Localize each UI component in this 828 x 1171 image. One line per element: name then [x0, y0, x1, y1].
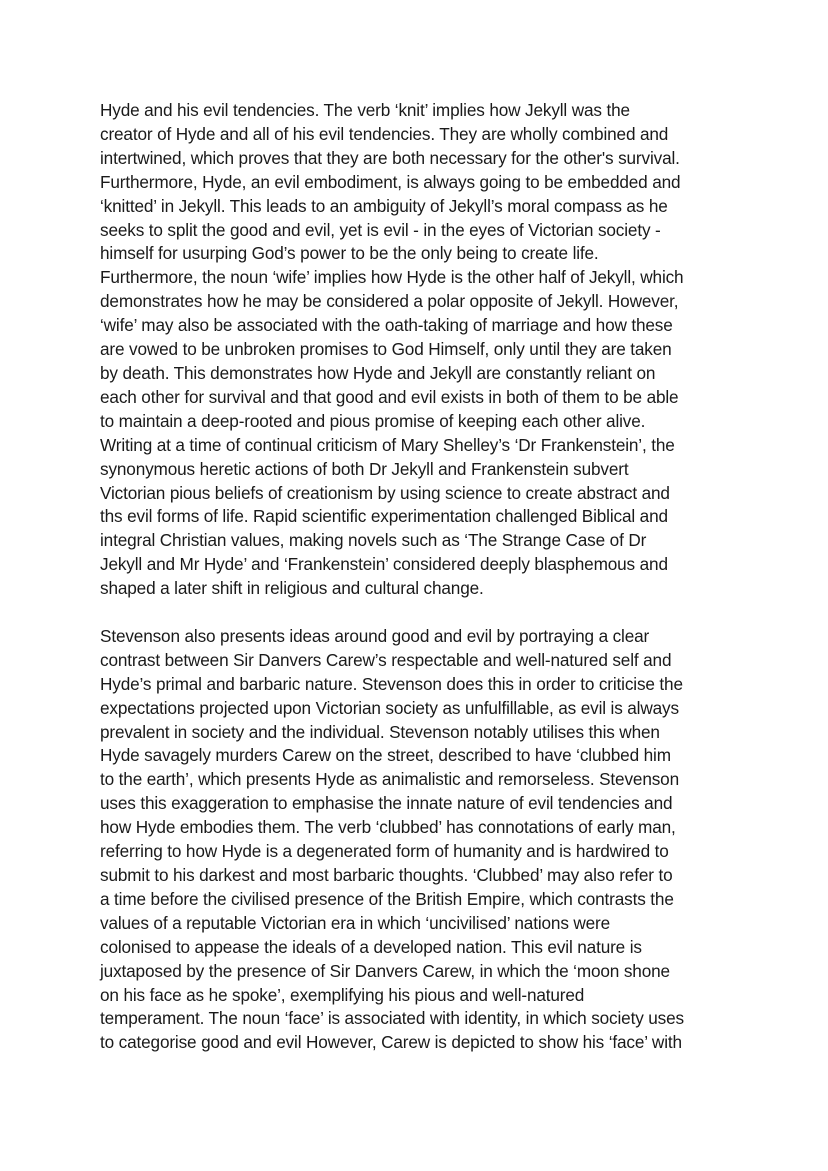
paragraph-1: [100, 99, 740, 601]
text-line: himself for usurping God’s power to be the only being to create life.: [100, 243, 599, 264]
text-line: Victorian pious beliefs of creationism by using science to create abstract and: [100, 482, 670, 503]
text-line: uses this exaggeration to emphasise the innate nature of evil tendencies and: [100, 793, 673, 814]
text-line: colonised to appease the ideals of a developed nation. This evil nature is: [100, 936, 642, 957]
text-line: a time before the civilised presence of the British Empire, which contrasts the: [100, 888, 674, 909]
text-line: submit to his darkest and most barbaric thoughts. ‘Clubbed’ may also refer to: [100, 864, 673, 885]
text-line: ‘knitted’ in Jekyll. This leads to an ambiguity of Jekyll’s moral compass as he: [100, 195, 668, 216]
text-line: demonstrates how he may be considered a polar opposite of Jekyll. However,: [100, 291, 679, 312]
text-line: Furthermore, Hyde, an evil embodiment, is always going to be embedded and: [100, 171, 681, 192]
text-line: Hyde savagely murders Carew on the street, described to have ‘clubbed him: [100, 745, 671, 766]
text-line: Writing at a time of continual criticism of Mary Shelley’s ‘Dr Frankenstein’, the: [100, 434, 675, 455]
text-line: to categorise good and evil However, Carew is depicted to show his ‘face’ with: [100, 1032, 682, 1053]
text-line: on his face as he spoke’, exemplifying his pious and well-natured: [100, 984, 585, 1005]
text-line: contrast between Sir Danvers Carew’s respectable and well-natured self and: [100, 649, 672, 670]
text-line: Stevenson also presents ideas around good and evil by portraying a clear: [100, 625, 650, 646]
text-line: temperament. The noun ‘face’ is associated with identity, in which society uses: [100, 1008, 684, 1029]
text-line: prevalent in society and the individual. Stevenson notably utilises this when: [100, 721, 660, 742]
text-line: to maintain a deep-rooted and pious promise of keeping each other alive.: [100, 410, 646, 431]
paragraph-2: [100, 625, 740, 1055]
text-line: Jekyll and Mr Hyde’ and ‘Frankenstein’ considered deeply blasphemous and: [100, 554, 668, 575]
text-line: Hyde and his evil tendencies. The verb ‘knit’ implies how Jekyll was the: [100, 100, 630, 120]
text-line: ‘wife’ may also be associated with the oath-taking of marriage and how these: [100, 315, 673, 336]
text-line: intertwined, which proves that they are both necessary for the other's survival.: [100, 147, 680, 168]
text-line: referring to how Hyde is a degenerated form of humanity and is hardwired to: [100, 841, 669, 862]
document-body: [100, 99, 740, 1055]
text-line: each other for survival and that good and evil exists in both of them to be able: [100, 386, 679, 407]
text-line: by death. This demonstrates how Hyde and Jekyll are constantly reliant on: [100, 362, 656, 383]
text-line: expectations projected upon Victorian society as unfulfillable, as evil is always: [100, 697, 679, 718]
text-line: are vowed to be unbroken promises to God Himself, only until they are taken: [100, 339, 672, 360]
text-line: to the earth’, which presents Hyde as animalistic and remorseless. Stevenson: [100, 769, 679, 790]
text-line: integral Christian values, making novels such as ‘The Strange Case of Dr: [100, 530, 647, 551]
text-line: creator of Hyde and all of his evil tendencies. They are wholly combined and: [100, 123, 669, 144]
text-line: Furthermore, the noun ‘wife’ implies how Hyde is the other half of Jekyll, which: [100, 267, 684, 288]
text-line: synonymous heretic actions of both Dr Jekyll and Frankenstein subvert: [100, 458, 629, 479]
text-line: Hyde’s primal and barbaric nature. Stevenson does this in order to criticise the: [100, 673, 683, 694]
text-line: shaped a later shift in religious and cultural change.: [100, 578, 484, 599]
text-line: seeks to split the good and evil, yet is evil - in the eyes of Victorian society -: [100, 219, 661, 240]
text-line: how Hyde embodies them. The verb ‘clubbed’ has connotations of early man,: [100, 817, 676, 838]
text-line: values of a reputable Victorian era in which ‘uncivilised’ nations were: [100, 912, 611, 933]
text-line: juxtaposed by the presence of Sir Danvers Carew, in which the ‘moon shone: [100, 960, 670, 981]
text-line: ths evil forms of life. Rapid scientific experimentation challenged Biblical and: [100, 506, 668, 527]
